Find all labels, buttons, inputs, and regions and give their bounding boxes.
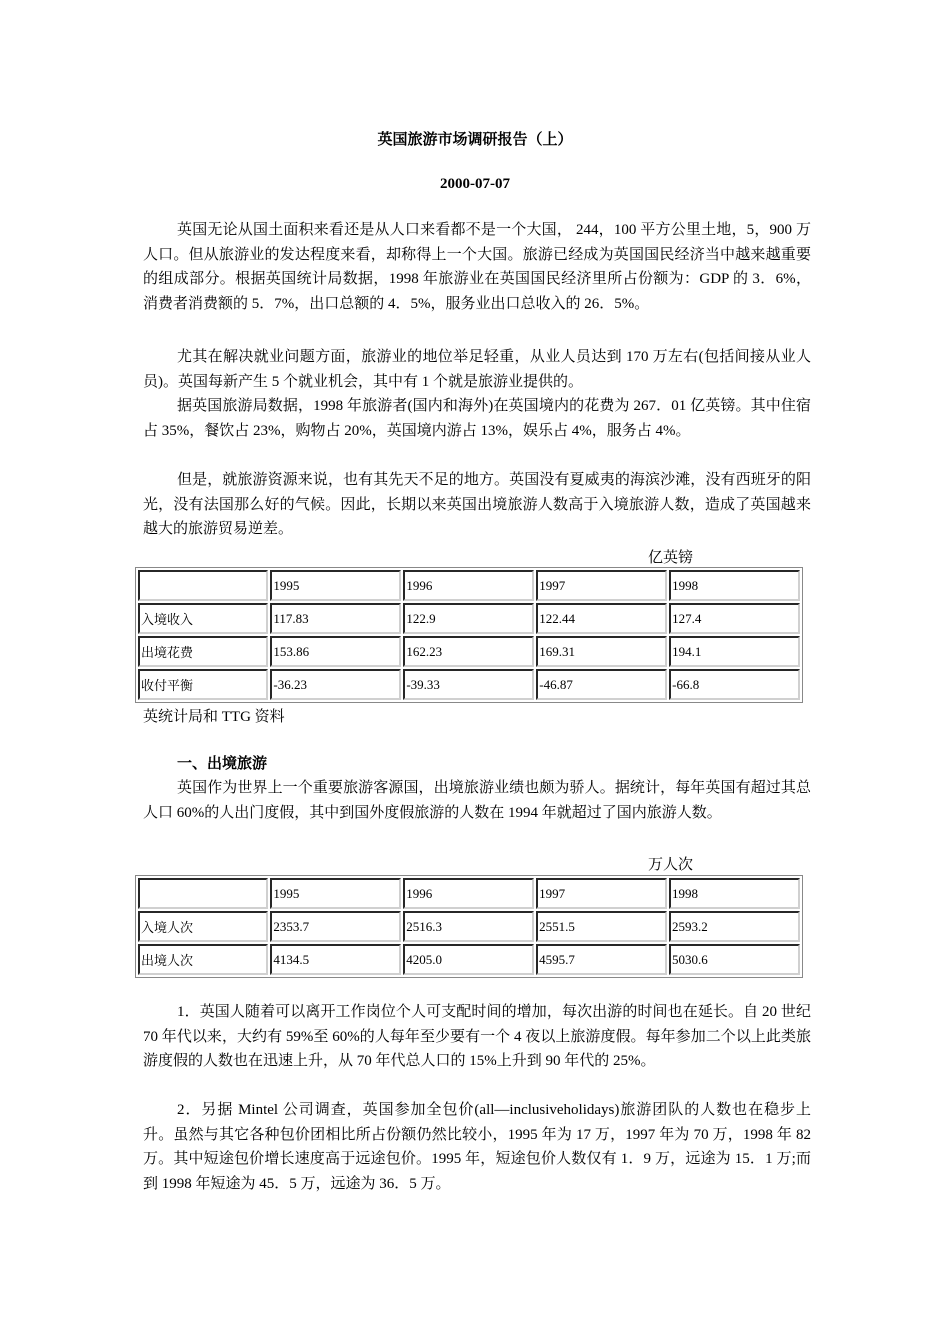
paragraph-intro: 英国无论从国土面积来看还是从人口来看都不是一个大国， 244，100 平方公里土地，5，900 万人口。但从旅游业的发达程度来看，却称得上一个大国。旅游已经成为英国国民经济当中越来越重要的组成部分。根据英国统计局数据，1998 年旅游业在英国国民经济里所占份额为：GDP 的 3．6%，消费者消费额的 5．7%，出口总额的 4．5%，服务业出口总收入的 26．5%。 bbox=[143, 222, 811, 312]
table-header-cell: 1997 bbox=[536, 570, 667, 601]
table-header-cell: 1995 bbox=[270, 878, 401, 909]
table-cell: 4134.5 bbox=[270, 944, 401, 975]
table-header-cell: 1995 bbox=[270, 570, 401, 601]
table-header-cell: 1996 bbox=[403, 878, 534, 909]
table-cell bbox=[138, 570, 268, 601]
table-row bbox=[138, 911, 800, 942]
document-title: 英国旅游市场调研报告（上） bbox=[377, 132, 573, 148]
table-cell bbox=[138, 878, 268, 909]
paragraph-deficit: 但是，就旅游资源来说，也有其先天不足的地方。英国没有夏威夷的海滨沙滩，没有西班牙的阳光，没有法国那么好的气候。因此，长期以来英国出境旅游人数高于入境旅游人数，造成了英国越来越大的旅游贸易逆差。 bbox=[143, 472, 811, 537]
table-cell: 4205.0 bbox=[403, 944, 534, 975]
table-cell: 2353.7 bbox=[270, 911, 401, 942]
table-header-cell: 1996 bbox=[403, 570, 534, 601]
table-row-label: 入境收入 bbox=[138, 603, 268, 634]
table-header-row bbox=[138, 570, 800, 601]
tourism-revenue-table bbox=[135, 567, 803, 703]
table-cell: 194.1 bbox=[669, 636, 800, 667]
paragraph-point-1: 1．英国人随着可以离开工作岗位个人可支配时间的增加，每次出游的时间也在延长。自 20 世纪 70 年代以来，大约有 59%至 60%的人每年至少要有一个 4 夜以上旅游度假。每年参加二个以上此类旅游度假的人数也在迅速上升，从 70 年代总人口的 15%上升到 90 年代的 25%。 bbox=[143, 1004, 811, 1069]
table-cell: -66.8 bbox=[669, 669, 800, 700]
table-header-cell: 1998 bbox=[669, 570, 800, 601]
table-row bbox=[138, 603, 800, 634]
table-cell: 5030.6 bbox=[669, 944, 800, 975]
table2-unit: 万人次 bbox=[648, 857, 694, 873]
table-cell: 117.83 bbox=[270, 603, 401, 634]
table-row-label: 出境人次 bbox=[138, 944, 268, 975]
tourist-visits-table bbox=[135, 875, 803, 978]
table-cell: 169.31 bbox=[536, 636, 667, 667]
section-heading-outbound: 一、出境旅游 bbox=[177, 756, 268, 772]
table-row bbox=[138, 669, 800, 700]
table-cell: 4595.7 bbox=[536, 944, 667, 975]
table-cell: 2516.3 bbox=[403, 911, 534, 942]
table-row-label: 出境花费 bbox=[138, 636, 268, 667]
paragraph-outbound: 英国作为世界上一个重要旅游客源国，出境旅游业绩也颇为骄人。据统计，每年英国有超过其总人口 60%的人出门度假，其中到国外度假旅游的人数在 1994 年就超过了国内旅游人数。 bbox=[143, 780, 811, 821]
table-cell: 127.4 bbox=[669, 603, 800, 634]
table-cell: 2551.5 bbox=[536, 911, 667, 942]
table-cell: 122.44 bbox=[536, 603, 667, 634]
table-header-row bbox=[138, 878, 800, 909]
table-cell: 153.86 bbox=[270, 636, 401, 667]
table1-source: 英统计局和 TTG 资料 bbox=[143, 709, 285, 725]
table-cell: 122.9 bbox=[403, 603, 534, 634]
table-cell: -46.87 bbox=[536, 669, 667, 700]
table-header-cell: 1998 bbox=[669, 878, 800, 909]
paragraph-spending: 据英国旅游局数据，1998 年旅游者(国内和海外)在英国境内的花费为 267．01 亿英镑。其中住宿占 35%，餐饮占 23%，购物占 20%，英国境内游占 13%，娱乐占 4%，服务占 4%。 bbox=[143, 398, 811, 439]
table-cell: -39.33 bbox=[403, 669, 534, 700]
table-cell: 162.23 bbox=[403, 636, 534, 667]
table1-unit: 亿英镑 bbox=[648, 550, 694, 566]
table-cell: -36.23 bbox=[270, 669, 401, 700]
table-row-label: 收付平衡 bbox=[138, 669, 268, 700]
paragraph-employment: 尤其在解决就业问题方面，旅游业的地位举足轻重，从业人员达到 170 万左右(包括间接从业人员)。英国每新产生 5 个就业机会，其中有 1 个就是旅游业提供的。 bbox=[143, 349, 811, 390]
table-cell: 2593.2 bbox=[669, 911, 800, 942]
table-header-cell: 1997 bbox=[536, 878, 667, 909]
paragraph-point-2: 2．另据 Mintel 公司调查，英国参加全包价(all—inclusiveholidays)旅游团队的人数也在稳步上升。虽然与其它各种包价团相比所占份额仍然比较小，1995 年为 17 万，1997 年为 70 万，1998 年 82 万。其中短途包价增长速度高于远途包价。1995 年，短途包价人数仅有 1．9 万，远途为 15．1 万;而到 1998 年短途为 45．5 万，远途为 36．5 万。 bbox=[143, 1102, 811, 1192]
document-date: 2000-07-07 bbox=[440, 176, 510, 192]
table-row bbox=[138, 636, 800, 667]
table-row bbox=[138, 944, 800, 975]
table-row-label: 入境人次 bbox=[138, 911, 268, 942]
